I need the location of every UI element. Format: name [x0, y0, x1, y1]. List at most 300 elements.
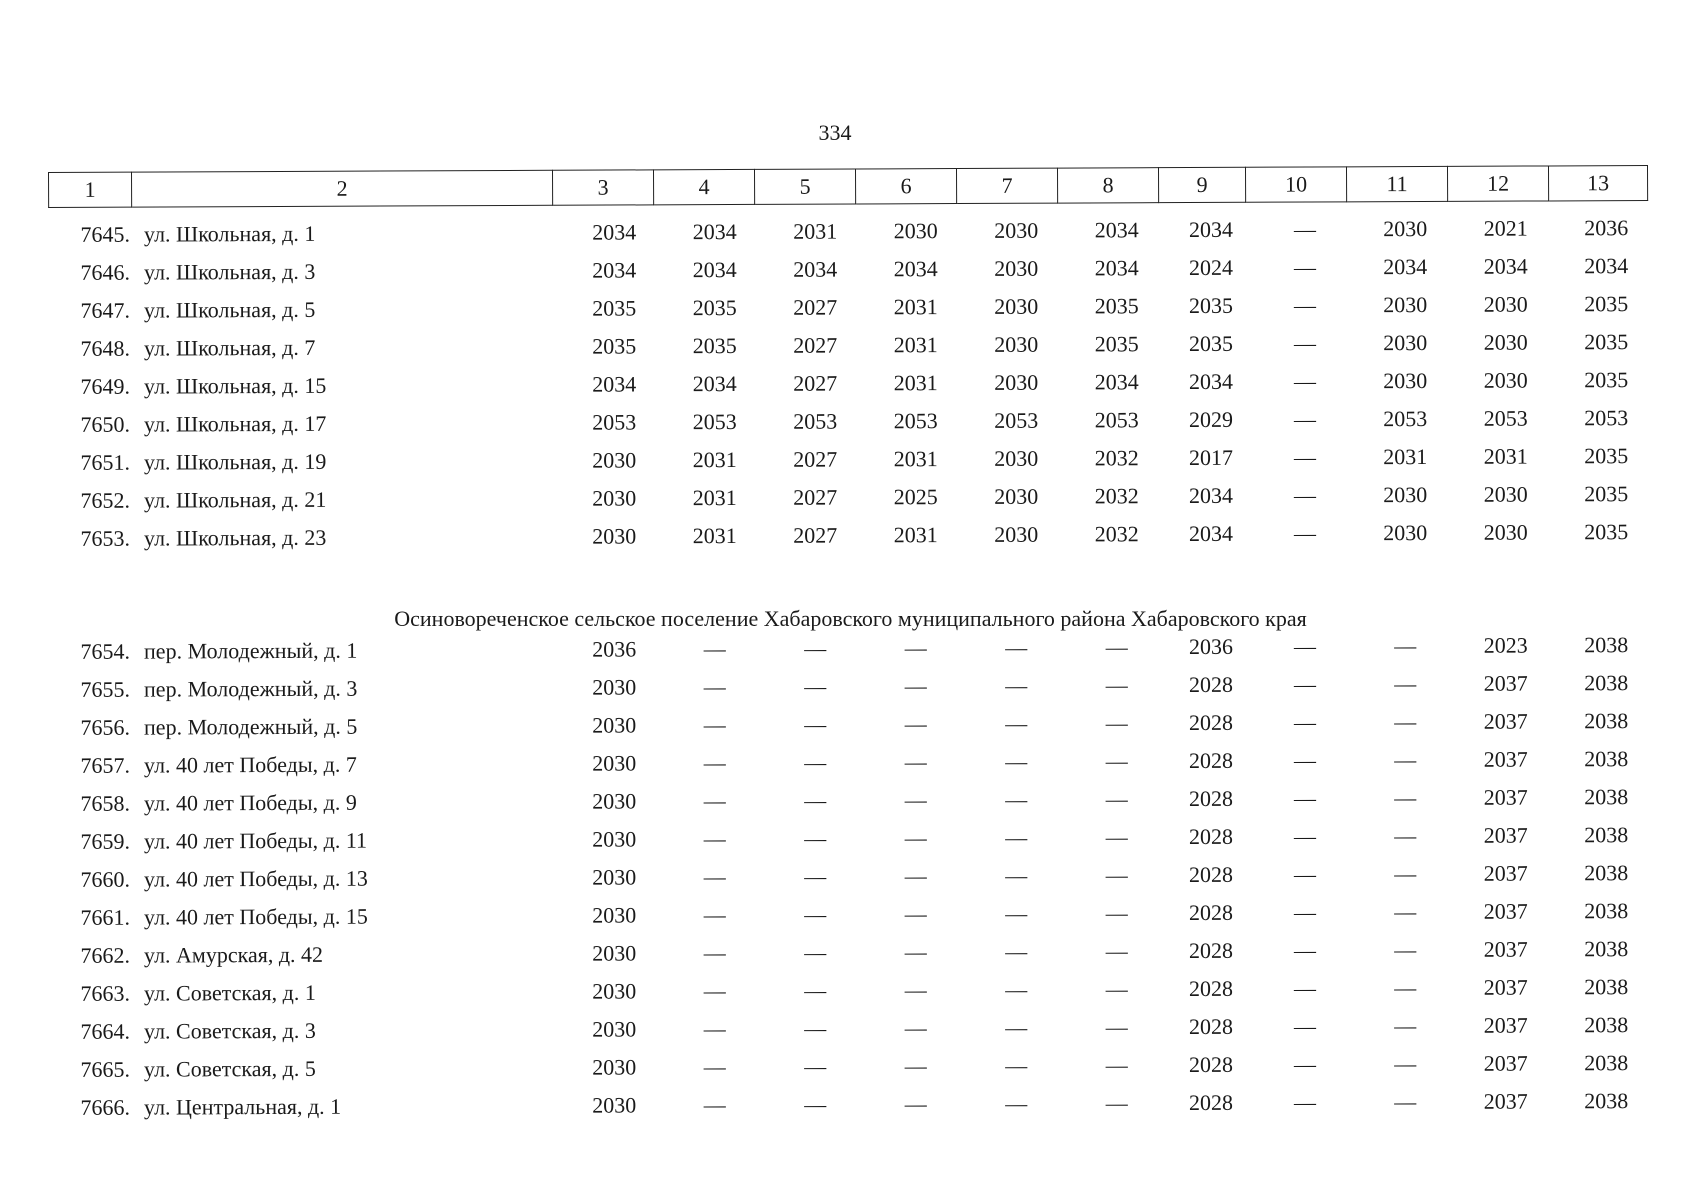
year-cell: 2035 [692, 332, 737, 359]
year-cell: — [1293, 823, 1317, 849]
column-header-cell: 4 [653, 169, 754, 204]
year-cell: — [1394, 975, 1417, 1001]
year-cell: 2023 [1483, 632, 1528, 658]
year-cell: 2031 [692, 522, 737, 549]
year-cell: — [703, 712, 726, 738]
year-cell: 2030 [592, 485, 637, 511]
year-cell: 2053 [1483, 405, 1528, 431]
year-cell: — [1105, 710, 1128, 736]
address-cell: ул. Школьная, д. 3 [143, 258, 316, 285]
year-cell: — [703, 750, 726, 776]
year-cell: — [1005, 976, 1028, 1002]
year-cell: — [703, 902, 726, 928]
year-cell: 2037 [1483, 1050, 1528, 1076]
year-cell: — [904, 1091, 927, 1117]
year-cell: 2030 [994, 369, 1039, 395]
column-header-table [48, 165, 1648, 208]
year-cell: 2038 [1584, 1088, 1629, 1114]
year-cell: 2053 [994, 407, 1039, 433]
year-cell: 2030 [994, 521, 1039, 547]
address-cell: ул. 40 лет Победы, д. 13 [143, 865, 368, 892]
year-cell: — [804, 749, 827, 775]
year-cell: 2037 [1483, 670, 1528, 696]
year-cell: 2030 [1483, 519, 1528, 545]
year-cell: 2030 [1383, 519, 1428, 546]
year-cell: 2030 [1483, 367, 1528, 393]
year-cell: — [1005, 900, 1028, 926]
year-cell: 2030 [592, 447, 637, 473]
address-cell: ул. Советская, д. 1 [143, 979, 316, 1006]
column-header-cell: 8 [1057, 168, 1158, 203]
year-cell: 2027 [793, 294, 838, 320]
year-cell: — [703, 636, 726, 662]
year-cell: — [703, 1016, 726, 1042]
year-cell: 2034 [1188, 368, 1234, 395]
column-header-cell: 9 [1158, 167, 1245, 202]
column-header-cell: 7 [956, 168, 1057, 203]
row-number: 7661. [80, 904, 131, 930]
year-cell: 2030 [893, 218, 938, 244]
year-cell: — [1293, 747, 1317, 773]
year-cell: 2038 [1584, 1050, 1629, 1076]
year-cell: 2030 [592, 788, 637, 814]
year-cell: — [904, 1015, 927, 1041]
year-cell: — [904, 901, 927, 927]
year-cell: 2030 [1383, 329, 1428, 356]
year-cell: 2038 [1584, 860, 1629, 886]
year-cell: — [804, 1053, 827, 1079]
year-cell: 2025 [893, 484, 938, 510]
year-cell: 2024 [1188, 254, 1234, 281]
address-cell: ул. Школьная, д. 1 [143, 220, 316, 247]
address-cell: ул. Школьная, д. 19 [143, 448, 327, 475]
year-cell: 2053 [793, 408, 838, 434]
year-cell: — [1394, 709, 1417, 735]
table-row [48, 513, 1658, 558]
year-cell: 2030 [994, 255, 1039, 281]
year-cell: 2030 [1383, 367, 1428, 394]
year-cell: — [1293, 406, 1317, 432]
year-cell: 2031 [893, 522, 938, 548]
year-cell: — [1394, 899, 1417, 925]
year-cell: 2030 [592, 1054, 637, 1080]
row-number: 7662. [80, 942, 131, 968]
year-cell: 2030 [1383, 215, 1428, 242]
year-cell: — [804, 977, 827, 1003]
year-cell: — [1105, 1090, 1128, 1116]
year-cell: — [804, 825, 827, 851]
year-cell: — [804, 787, 827, 813]
row-number: 7646. [80, 259, 131, 285]
year-cell: 2038 [1584, 822, 1629, 848]
year-cell: 2038 [1584, 708, 1629, 734]
year-cell: — [804, 1015, 827, 1041]
year-cell: — [1105, 634, 1128, 660]
year-cell: — [1105, 748, 1128, 774]
year-cell: 2028 [1188, 709, 1234, 736]
year-cell: — [804, 635, 827, 661]
year-cell: 2028 [1188, 785, 1234, 812]
year-cell: 2030 [592, 864, 637, 890]
year-cell: 2031 [1383, 443, 1428, 470]
year-cell: 2037 [1483, 974, 1528, 1000]
address-cell: ул. Школьная, д. 15 [143, 372, 327, 399]
year-cell: 2035 [1584, 481, 1629, 507]
year-cell: 2053 [1094, 407, 1139, 433]
year-cell: 2030 [592, 674, 637, 700]
column-header-cell: 11 [1346, 166, 1447, 201]
year-cell: — [1105, 1052, 1128, 1078]
year-cell: 2038 [1584, 1012, 1629, 1038]
year-cell: 2027 [793, 332, 838, 358]
year-cell: 2030 [592, 1016, 637, 1042]
year-cell: 2053 [692, 408, 737, 435]
column-header-cell: 6 [855, 169, 956, 204]
year-cell: — [904, 673, 927, 699]
address-cell: ул. Амурская, д. 42 [143, 941, 324, 968]
address-cell: пер. Молодежный, д. 1 [143, 637, 358, 664]
year-cell: — [703, 788, 726, 814]
year-cell: 2030 [1483, 481, 1528, 507]
year-cell: 2028 [1188, 1013, 1234, 1040]
year-cell: — [804, 901, 827, 927]
row-number: 7651. [80, 449, 131, 475]
year-cell: 2036 [1188, 633, 1234, 660]
section-1-rows [48, 216, 1658, 558]
year-cell: — [1105, 976, 1128, 1002]
year-cell: — [1293, 520, 1317, 546]
year-cell: 2034 [793, 256, 838, 282]
year-cell: — [1394, 785, 1417, 811]
year-cell: 2035 [1094, 293, 1139, 319]
year-cell: 2053 [893, 408, 938, 434]
year-cell: 2038 [1584, 746, 1629, 772]
year-cell: 2030 [592, 940, 637, 966]
year-cell: — [1293, 899, 1317, 925]
column-header-row [49, 166, 1648, 208]
year-cell: — [804, 863, 827, 889]
year-cell: — [1293, 330, 1317, 356]
year-cell: — [1394, 1051, 1417, 1077]
year-cell: — [804, 711, 827, 737]
row-number: 7652. [80, 487, 131, 513]
year-cell: 2034 [1584, 253, 1629, 279]
year-cell: — [1005, 862, 1028, 888]
year-cell: 2029 [1188, 406, 1234, 433]
year-cell: 2021 [1483, 215, 1528, 241]
year-cell: 2035 [1584, 291, 1629, 317]
address-cell: ул. 40 лет Победы, д. 15 [143, 903, 368, 930]
year-cell: — [1293, 709, 1317, 735]
year-cell: 2028 [1188, 1089, 1234, 1116]
year-cell: 2030 [1483, 329, 1528, 355]
year-cell: 2030 [592, 978, 637, 1004]
address-cell: ул. Школьная, д. 7 [143, 334, 316, 361]
year-cell: — [1105, 938, 1128, 964]
year-cell: — [1293, 861, 1317, 887]
column-header-cell: 5 [754, 169, 855, 204]
year-cell: 2031 [692, 484, 737, 511]
year-cell: 2030 [1383, 481, 1428, 508]
year-cell: — [1105, 786, 1128, 812]
year-cell: — [1394, 937, 1417, 963]
year-cell: 2027 [793, 484, 838, 510]
year-cell: — [904, 787, 927, 813]
year-cell: — [1394, 823, 1417, 849]
row-number: 7659. [80, 828, 131, 854]
row-number: 7664. [80, 1018, 131, 1044]
year-cell: — [1005, 710, 1028, 736]
year-cell: 2034 [1094, 369, 1139, 395]
year-cell: 2030 [994, 483, 1039, 509]
year-cell: 2034 [1188, 482, 1234, 509]
year-cell: — [1293, 1089, 1317, 1115]
year-cell: 2034 [692, 256, 737, 283]
year-cell: — [703, 978, 726, 1004]
year-cell: 2028 [1188, 747, 1234, 774]
year-cell: 2037 [1483, 1088, 1528, 1114]
year-cell: — [1293, 216, 1317, 242]
year-cell: — [1293, 1013, 1317, 1039]
year-cell: — [1293, 444, 1317, 470]
year-cell: 2037 [1483, 746, 1528, 772]
year-cell: — [1293, 292, 1317, 318]
year-cell: — [904, 711, 927, 737]
year-cell: — [1293, 482, 1317, 508]
column-header-cell: 3 [552, 170, 653, 205]
year-cell: — [1293, 1051, 1317, 1077]
row-number: 7649. [80, 373, 131, 399]
column-header-cell: 12 [1447, 166, 1548, 201]
year-cell: 2038 [1584, 784, 1629, 810]
year-cell: — [1005, 1090, 1028, 1116]
year-cell: 2030 [592, 523, 637, 549]
address-cell: пер. Молодежный, д. 5 [143, 713, 358, 740]
address-cell: ул. Школьная, д. 21 [143, 486, 327, 513]
column-header-cell: 2 [132, 170, 553, 207]
year-cell: 2031 [893, 294, 938, 320]
year-cell: — [1105, 1014, 1128, 1040]
year-cell: — [1005, 938, 1028, 964]
year-cell: 2028 [1188, 823, 1234, 850]
year-cell: 2037 [1483, 936, 1528, 962]
year-cell: 2030 [994, 293, 1039, 319]
year-cell: 2031 [793, 218, 838, 244]
year-cell: — [904, 1053, 927, 1079]
year-cell: — [1394, 671, 1417, 697]
year-cell: 2028 [1188, 937, 1234, 964]
year-cell: 2030 [592, 750, 637, 776]
row-number: 7665. [80, 1056, 131, 1082]
year-cell: — [703, 940, 726, 966]
year-cell: 2030 [994, 217, 1039, 243]
address-cell: ул. 40 лет Победы, д. 9 [143, 789, 357, 816]
year-cell: 2030 [1383, 291, 1428, 318]
year-cell: 2037 [1483, 898, 1528, 924]
year-cell: 2037 [1483, 708, 1528, 734]
year-cell: — [1394, 1013, 1417, 1039]
year-cell: 2034 [1483, 253, 1528, 279]
year-cell: 2034 [1188, 520, 1234, 547]
year-cell: 2028 [1188, 975, 1234, 1002]
year-cell: — [1293, 975, 1317, 1001]
row-number: 7653. [80, 525, 131, 551]
address-cell: ул. Советская, д. 3 [143, 1017, 316, 1044]
year-cell: 2031 [893, 446, 938, 472]
year-cell: 2034 [592, 371, 637, 397]
year-cell: — [904, 939, 927, 965]
year-cell: 2028 [1188, 671, 1234, 698]
year-cell: 2030 [1483, 291, 1528, 317]
row-number: 7660. [80, 866, 131, 892]
year-cell: 2027 [793, 522, 838, 548]
year-cell: — [1105, 824, 1128, 850]
year-cell: — [1293, 937, 1317, 963]
year-cell: 2032 [1094, 483, 1139, 509]
row-number: 7648. [80, 335, 131, 361]
column-header-cell: 10 [1245, 167, 1346, 202]
year-cell: — [1005, 634, 1028, 660]
year-cell: 2035 [1188, 292, 1234, 319]
year-cell: 2037 [1483, 860, 1528, 886]
year-cell: 2036 [1584, 215, 1629, 241]
year-cell: 2035 [1584, 367, 1629, 393]
year-cell: — [904, 749, 927, 775]
address-cell: ул. 40 лет Победы, д. 11 [143, 827, 368, 854]
year-cell: 2037 [1483, 784, 1528, 810]
column-header-cell: 1 [49, 172, 132, 207]
year-cell: 2034 [1094, 255, 1139, 281]
year-cell: 2038 [1584, 974, 1629, 1000]
address-cell: ул. 40 лет Победы, д. 7 [143, 751, 357, 778]
year-cell: 2035 [1094, 331, 1139, 357]
row-number: 7658. [80, 790, 131, 816]
year-cell: 2035 [1584, 329, 1629, 355]
address-cell: ул. Школьная, д. 17 [143, 410, 327, 437]
year-cell: 2035 [692, 294, 737, 321]
year-cell: 2038 [1584, 936, 1629, 962]
year-cell: — [904, 977, 927, 1003]
page-number: 334 [818, 120, 852, 145]
year-cell: 2027 [793, 370, 838, 396]
year-cell: 2034 [1094, 217, 1139, 243]
year-cell: — [804, 673, 827, 699]
row-number: 7666. [80, 1094, 131, 1120]
year-cell: 2032 [1094, 521, 1139, 547]
address-cell: ул. Школьная, д. 5 [143, 296, 316, 323]
year-cell: 2028 [1188, 899, 1234, 926]
year-cell: 2053 [1383, 405, 1428, 432]
year-cell: 2035 [1584, 519, 1629, 545]
column-header-cell: 13 [1548, 166, 1647, 201]
year-cell: 2031 [1483, 443, 1528, 469]
year-cell: 2038 [1584, 670, 1629, 696]
row-number: 7663. [80, 980, 131, 1006]
section-2-rows [48, 633, 1658, 1127]
year-cell: 2036 [592, 636, 637, 662]
year-cell: — [1105, 672, 1128, 698]
year-cell: — [703, 864, 726, 890]
year-cell: 2030 [592, 902, 637, 928]
year-cell: 2030 [994, 331, 1039, 357]
year-cell: 2035 [592, 295, 637, 321]
table-row [48, 1082, 1658, 1127]
year-cell: 2034 [893, 256, 938, 282]
year-cell: 2032 [1094, 445, 1139, 471]
row-number: 7655. [80, 676, 131, 702]
address-cell: ул. Центральная, д. 1 [143, 1093, 342, 1120]
year-cell: 2031 [893, 370, 938, 396]
year-cell: 2035 [1188, 330, 1234, 357]
year-cell: — [1005, 1014, 1028, 1040]
year-cell: 2034 [1383, 253, 1428, 280]
year-cell: — [1005, 824, 1028, 850]
year-cell: 2038 [1584, 632, 1629, 658]
year-cell: 2028 [1188, 861, 1234, 888]
year-cell: 2030 [592, 712, 637, 738]
year-cell: 2038 [1584, 898, 1629, 924]
year-cell: — [1293, 368, 1317, 394]
year-cell: — [804, 939, 827, 965]
section-title: Осиновореченское сельское поселение Хабаровского муниципального района Хабаровского края [394, 606, 1307, 631]
row-number: 7656. [80, 714, 131, 740]
year-cell: — [703, 674, 726, 700]
year-cell: 2031 [692, 446, 737, 473]
year-cell: 2037 [1483, 1012, 1528, 1038]
year-cell: 2030 [592, 826, 637, 852]
year-cell: — [703, 1092, 726, 1118]
year-cell: — [1005, 672, 1028, 698]
row-number: 7647. [80, 297, 131, 323]
year-cell: — [1005, 748, 1028, 774]
year-cell: — [1293, 785, 1317, 811]
address-cell: пер. Молодежный, д. 3 [143, 675, 358, 702]
year-cell: 2053 [592, 409, 637, 435]
year-cell: — [904, 863, 927, 889]
year-cell: — [1105, 862, 1128, 888]
year-cell: 2034 [692, 370, 737, 397]
year-cell: 2037 [1483, 822, 1528, 848]
year-cell: 2034 [1188, 216, 1234, 243]
address-cell: ул. Школьная, д. 23 [143, 524, 327, 551]
year-cell: 2034 [692, 218, 737, 245]
year-cell: — [1005, 786, 1028, 812]
year-cell: 2028 [1188, 1051, 1234, 1078]
year-cell: 2034 [592, 219, 637, 245]
row-number: 7657. [80, 752, 131, 778]
year-cell: 2027 [793, 446, 838, 472]
year-cell: — [1293, 254, 1317, 280]
year-cell: — [904, 635, 927, 661]
row-number: 7650. [80, 411, 131, 437]
year-cell: 2030 [994, 445, 1039, 471]
year-cell: — [1105, 900, 1128, 926]
row-number: 7645. [80, 221, 131, 247]
year-cell: 2031 [893, 332, 938, 358]
year-cell: — [904, 825, 927, 851]
year-cell: — [703, 826, 726, 852]
year-cell: — [1394, 747, 1417, 773]
year-cell: — [1293, 633, 1317, 659]
address-cell: ул. Советская, д. 5 [143, 1055, 316, 1082]
year-cell: 2035 [592, 333, 637, 359]
year-cell: 2035 [1584, 443, 1629, 469]
year-cell: 2017 [1188, 444, 1234, 471]
year-cell: — [804, 1091, 827, 1117]
year-cell: 2030 [592, 1092, 637, 1118]
row-number: 7654. [80, 638, 131, 664]
year-cell: — [1293, 671, 1317, 697]
